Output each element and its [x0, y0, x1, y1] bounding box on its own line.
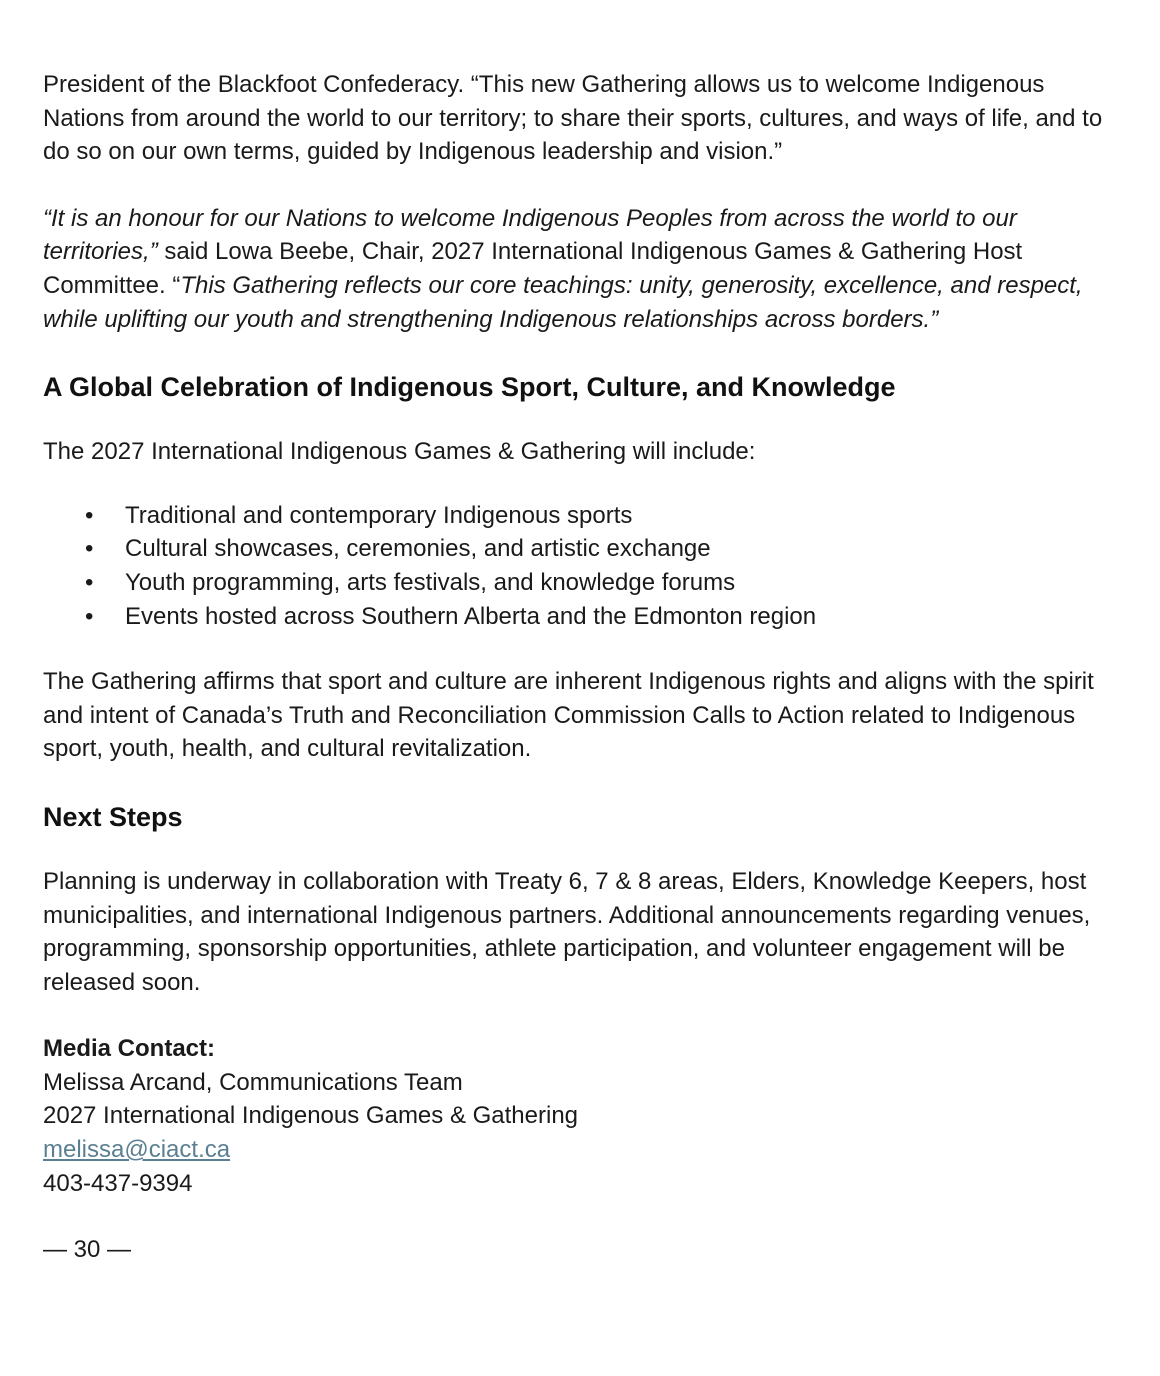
bullet-icon: • [85, 501, 94, 529]
gathering-affirms-paragraph: The Gathering affirms that sport and culture are inherent Indigenous rights and aligns with the spirit and intent of Canada’s Truth and Reconciliation Commission Calls to Action related to Indigenous sport, youth, health, and cultural revitalization. [43, 668, 1094, 763]
contact-phone: 403-437-9394 [43, 1169, 193, 1197]
media-contact-label: Media Contact: [43, 1035, 216, 1063]
end-mark: — 30 — [43, 1236, 132, 1264]
media-contact-block [43, 1032, 1123, 1200]
chair-attribution: said Lowa Beebe, Chair, 2027 International Indigenous Games & Gathering Host Committee. “ [43, 238, 1023, 299]
contact-organization: 2027 International Indigenous Games & Gathering [43, 1102, 579, 1130]
list-intro: The 2027 International Indigenous Games & Gathering will include: [43, 438, 756, 466]
bullet-icon: • [85, 602, 94, 630]
list-item: • Events hosted across Southern Alberta and the Edmonton region [43, 600, 1123, 634]
list-item: • Traditional and contemporary Indigenous sports [43, 499, 1123, 533]
chair-quote-part-1: “It is an honour for our Nations to welcome Indigenous Peoples from across the world to our territories,” [43, 204, 1017, 266]
bullet-icon: • [85, 568, 94, 596]
contact-email-link[interactable]: melissa@ciact.ca [43, 1136, 231, 1164]
contact-name: Melissa Arcand, Communications Team [43, 1068, 463, 1096]
quote-paragraph-blackfoot: President of the Blackfoot Confederacy. “This new Gathering allows us to welcome Indigenous Nations from around the world to our territory; to share their sports, cultures, and ways of life, and to do so on our own terms, guided by Indigenous leadership and vision.” [43, 71, 1103, 166]
list-item: • Cultural showcases, ceremonies, and artistic exchange [43, 532, 1123, 566]
section-heading-next-steps: Next Steps [43, 801, 183, 832]
press-release-page [43, 68, 1123, 1267]
events-list [43, 499, 1123, 633]
list-item: • Youth programming, arts festivals, and knowledge forums [43, 566, 1123, 600]
bullet-icon: • [85, 535, 94, 563]
quote-paragraph-chair [43, 202, 1123, 336]
next-steps-paragraph: Planning is underway in collaboration with Treaty 6, 7 & 8 areas, Elders, Knowledge Keepers, host municipalities, and international Indigenous partners. Additional announcements regarding venues, programming, sponsorship opportunities, athlete participation, and volunteer engagement will be released soon. [43, 867, 1091, 996]
chair-quote-part-2: This Gathering reflects our core teachings: unity, generosity, excellence, and respect, while uplifting our youth and strengthening Indigenous relationships across borders.” [43, 271, 1083, 333]
section-heading-global-celebration: A Global Celebration of Indigenous Sport, Culture, and Knowledge [43, 372, 896, 403]
